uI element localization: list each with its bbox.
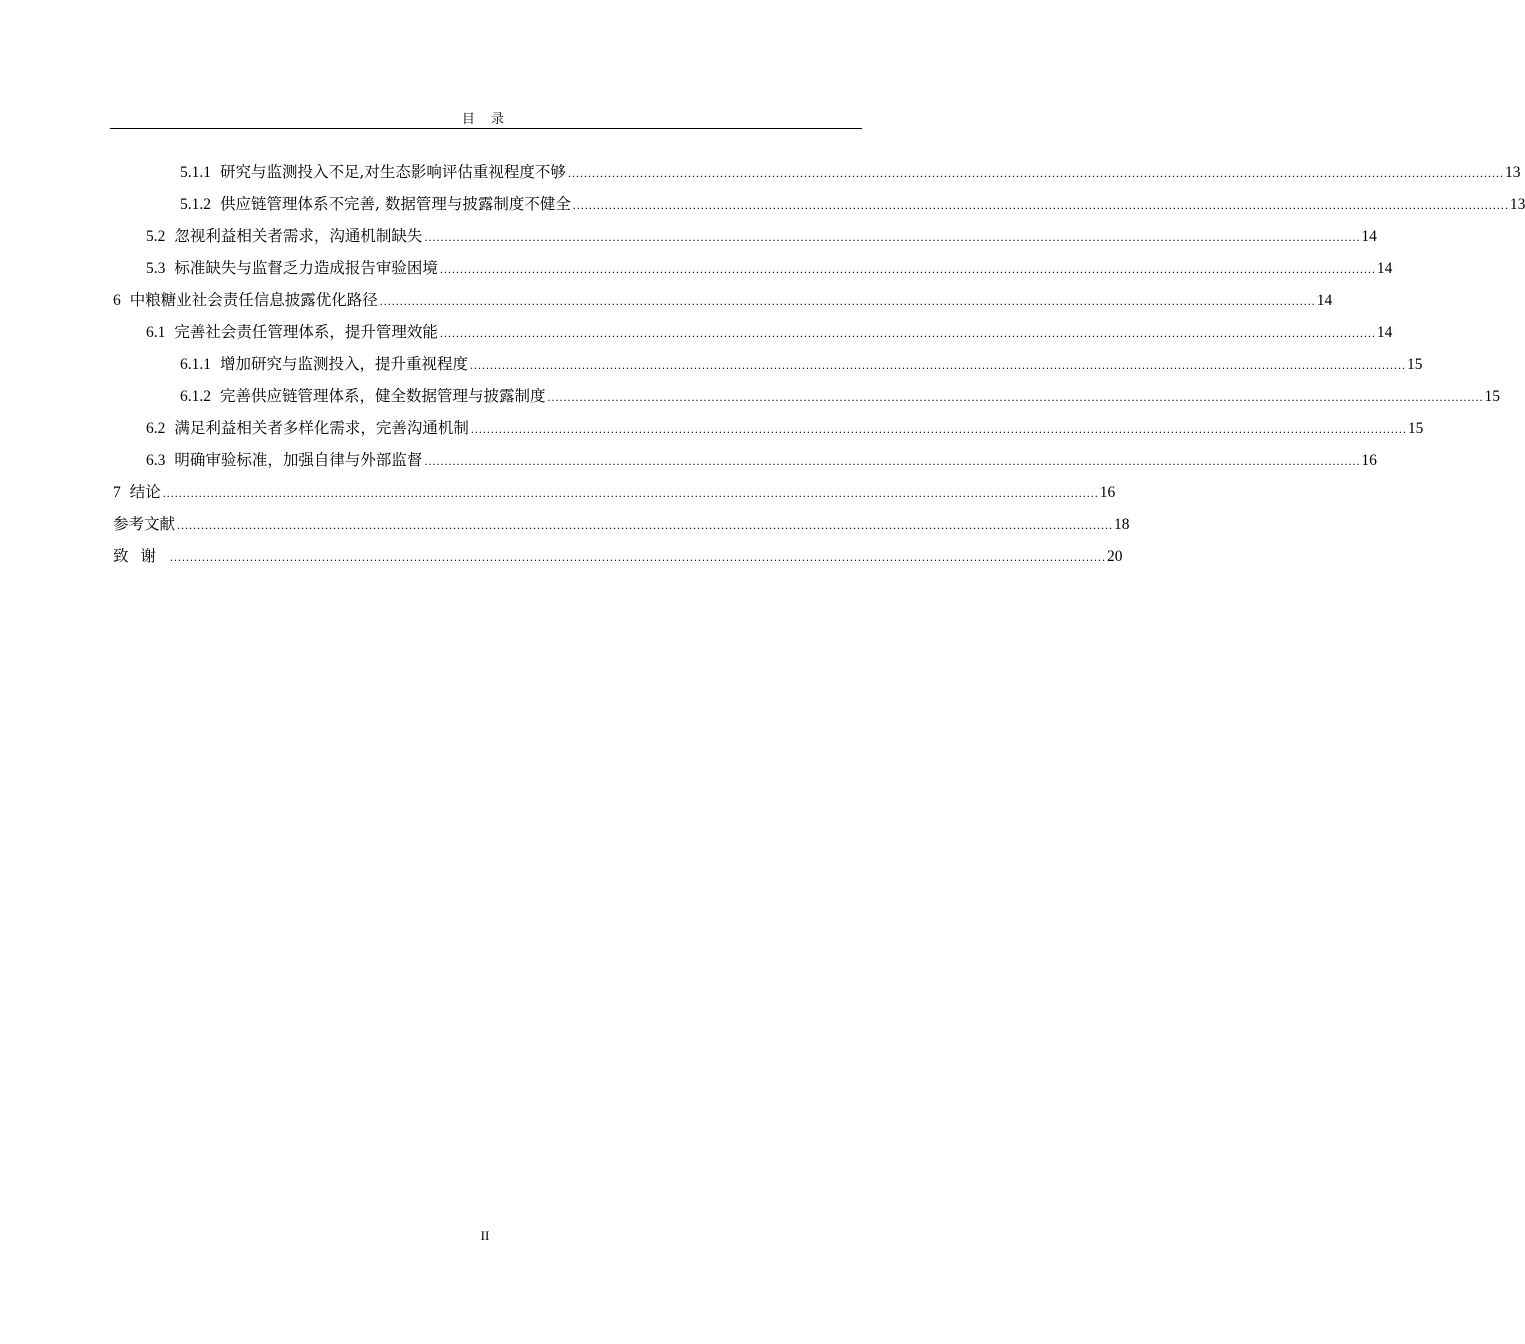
toc-entry[interactable] (113, 412, 1424, 444)
toc-dot-leader (568, 157, 1504, 189)
toc-entry-number: 6.1.2 (180, 388, 211, 405)
header-divider (110, 128, 862, 129)
toc-entry[interactable] (113, 380, 1501, 412)
toc-entry[interactable] (113, 348, 1423, 380)
toc-dot-leader (177, 509, 1113, 541)
toc-entry-title: 致谢 (113, 547, 169, 565)
toc-entry[interactable] (113, 284, 1333, 316)
toc-dot-leader (548, 381, 1484, 413)
toc-entry-page: 14 (1376, 260, 1393, 277)
toc-entry-number: 6.3 (146, 452, 166, 469)
toc-entry[interactable] (113, 444, 1377, 476)
toc-entry[interactable] (113, 540, 1123, 572)
toc-entry-number: 5.3 (146, 260, 166, 277)
toc-entry-page: 14 (1376, 324, 1393, 341)
toc-entry-title: 完善供应链管理体系，健全数据管理与披露制度 (220, 387, 546, 405)
toc-entry[interactable] (113, 508, 1130, 540)
toc-entry-number: 5.2 (146, 228, 166, 245)
toc-dot-leader (573, 189, 1509, 221)
toc-dot-leader (440, 317, 1376, 349)
toc-entry-page: 18 (1114, 516, 1130, 533)
toc-dot-leader (440, 253, 1376, 285)
toc-entry[interactable] (113, 252, 1393, 284)
toc-entry-number: 7 (113, 484, 121, 501)
toc-dot-leader (163, 477, 1099, 509)
toc-entry-page: 14 (1316, 292, 1333, 309)
toc-entry-title: 研究与监测投入不足,对生态影响评估重视程度不够 (220, 163, 566, 181)
toc-entry-page: 13 (1509, 196, 1525, 213)
toc-dot-leader (471, 413, 1407, 445)
toc-entry-number: 5.1.2 (180, 196, 211, 213)
toc-entry-page: 15 (1407, 420, 1424, 437)
toc-entry-title: 标准缺失与监督乏力造成报告审验困境 (174, 259, 438, 277)
toc-entry-title: 增加研究与监测投入，提升重视程度 (220, 355, 469, 373)
toc-entry-title: 中粮糖业社会责任信息披露优化路径 (129, 291, 378, 309)
toc-entry-title: 结论 (129, 483, 161, 501)
toc-dot-leader (470, 349, 1406, 381)
toc-entry-number: 6.1 (146, 324, 166, 341)
toc-dot-leader (424, 221, 1360, 253)
toc-entry-title: 满足利益相关者多样化需求，完善沟通机制 (174, 419, 469, 437)
toc-dot-leader (170, 541, 1106, 573)
toc-entry[interactable] (113, 316, 1393, 348)
toc-entry-page: 16 (1361, 452, 1377, 469)
toc-entry-number: 6.2 (146, 420, 166, 437)
toc-entry-page: 13 (1504, 164, 1521, 181)
toc-entry-title: 参考文献 (113, 515, 176, 533)
toc-entry[interactable] (113, 188, 1525, 220)
toc-entry-number: 5.1.1 (180, 164, 211, 181)
toc-entry-number: 6.1.1 (180, 356, 211, 373)
toc-entry-page: 15 (1484, 388, 1501, 405)
toc-entry[interactable] (113, 220, 1377, 252)
toc-entry-title: 忽视利益相关者需求，沟通机制缺失 (174, 227, 423, 245)
toc-entry-page: 14 (1361, 228, 1377, 245)
page-header-title: 目 录 (461, 112, 511, 127)
toc-entry-title: 完善社会责任管理体系，提升管理效能 (174, 323, 438, 341)
toc-entry-page: 15 (1407, 356, 1423, 373)
toc-dot-leader (380, 285, 1316, 317)
toc-entry-title: 明确审验标准，加强自律与外部监督 (174, 451, 423, 469)
toc-entry-page: 16 (1099, 484, 1116, 501)
toc-entry[interactable] (113, 476, 1116, 508)
toc-entry-title: 供应链管理体系不完善, 数据管理与披露制度不健全 (220, 195, 571, 213)
toc-dot-leader (424, 445, 1360, 477)
page-number: II (480, 1228, 490, 1243)
toc-entry[interactable] (113, 156, 1521, 188)
table-of-contents (113, 156, 1525, 572)
toc-entry-page: 20 (1107, 548, 1123, 565)
toc-entry-number: 6 (113, 292, 121, 309)
